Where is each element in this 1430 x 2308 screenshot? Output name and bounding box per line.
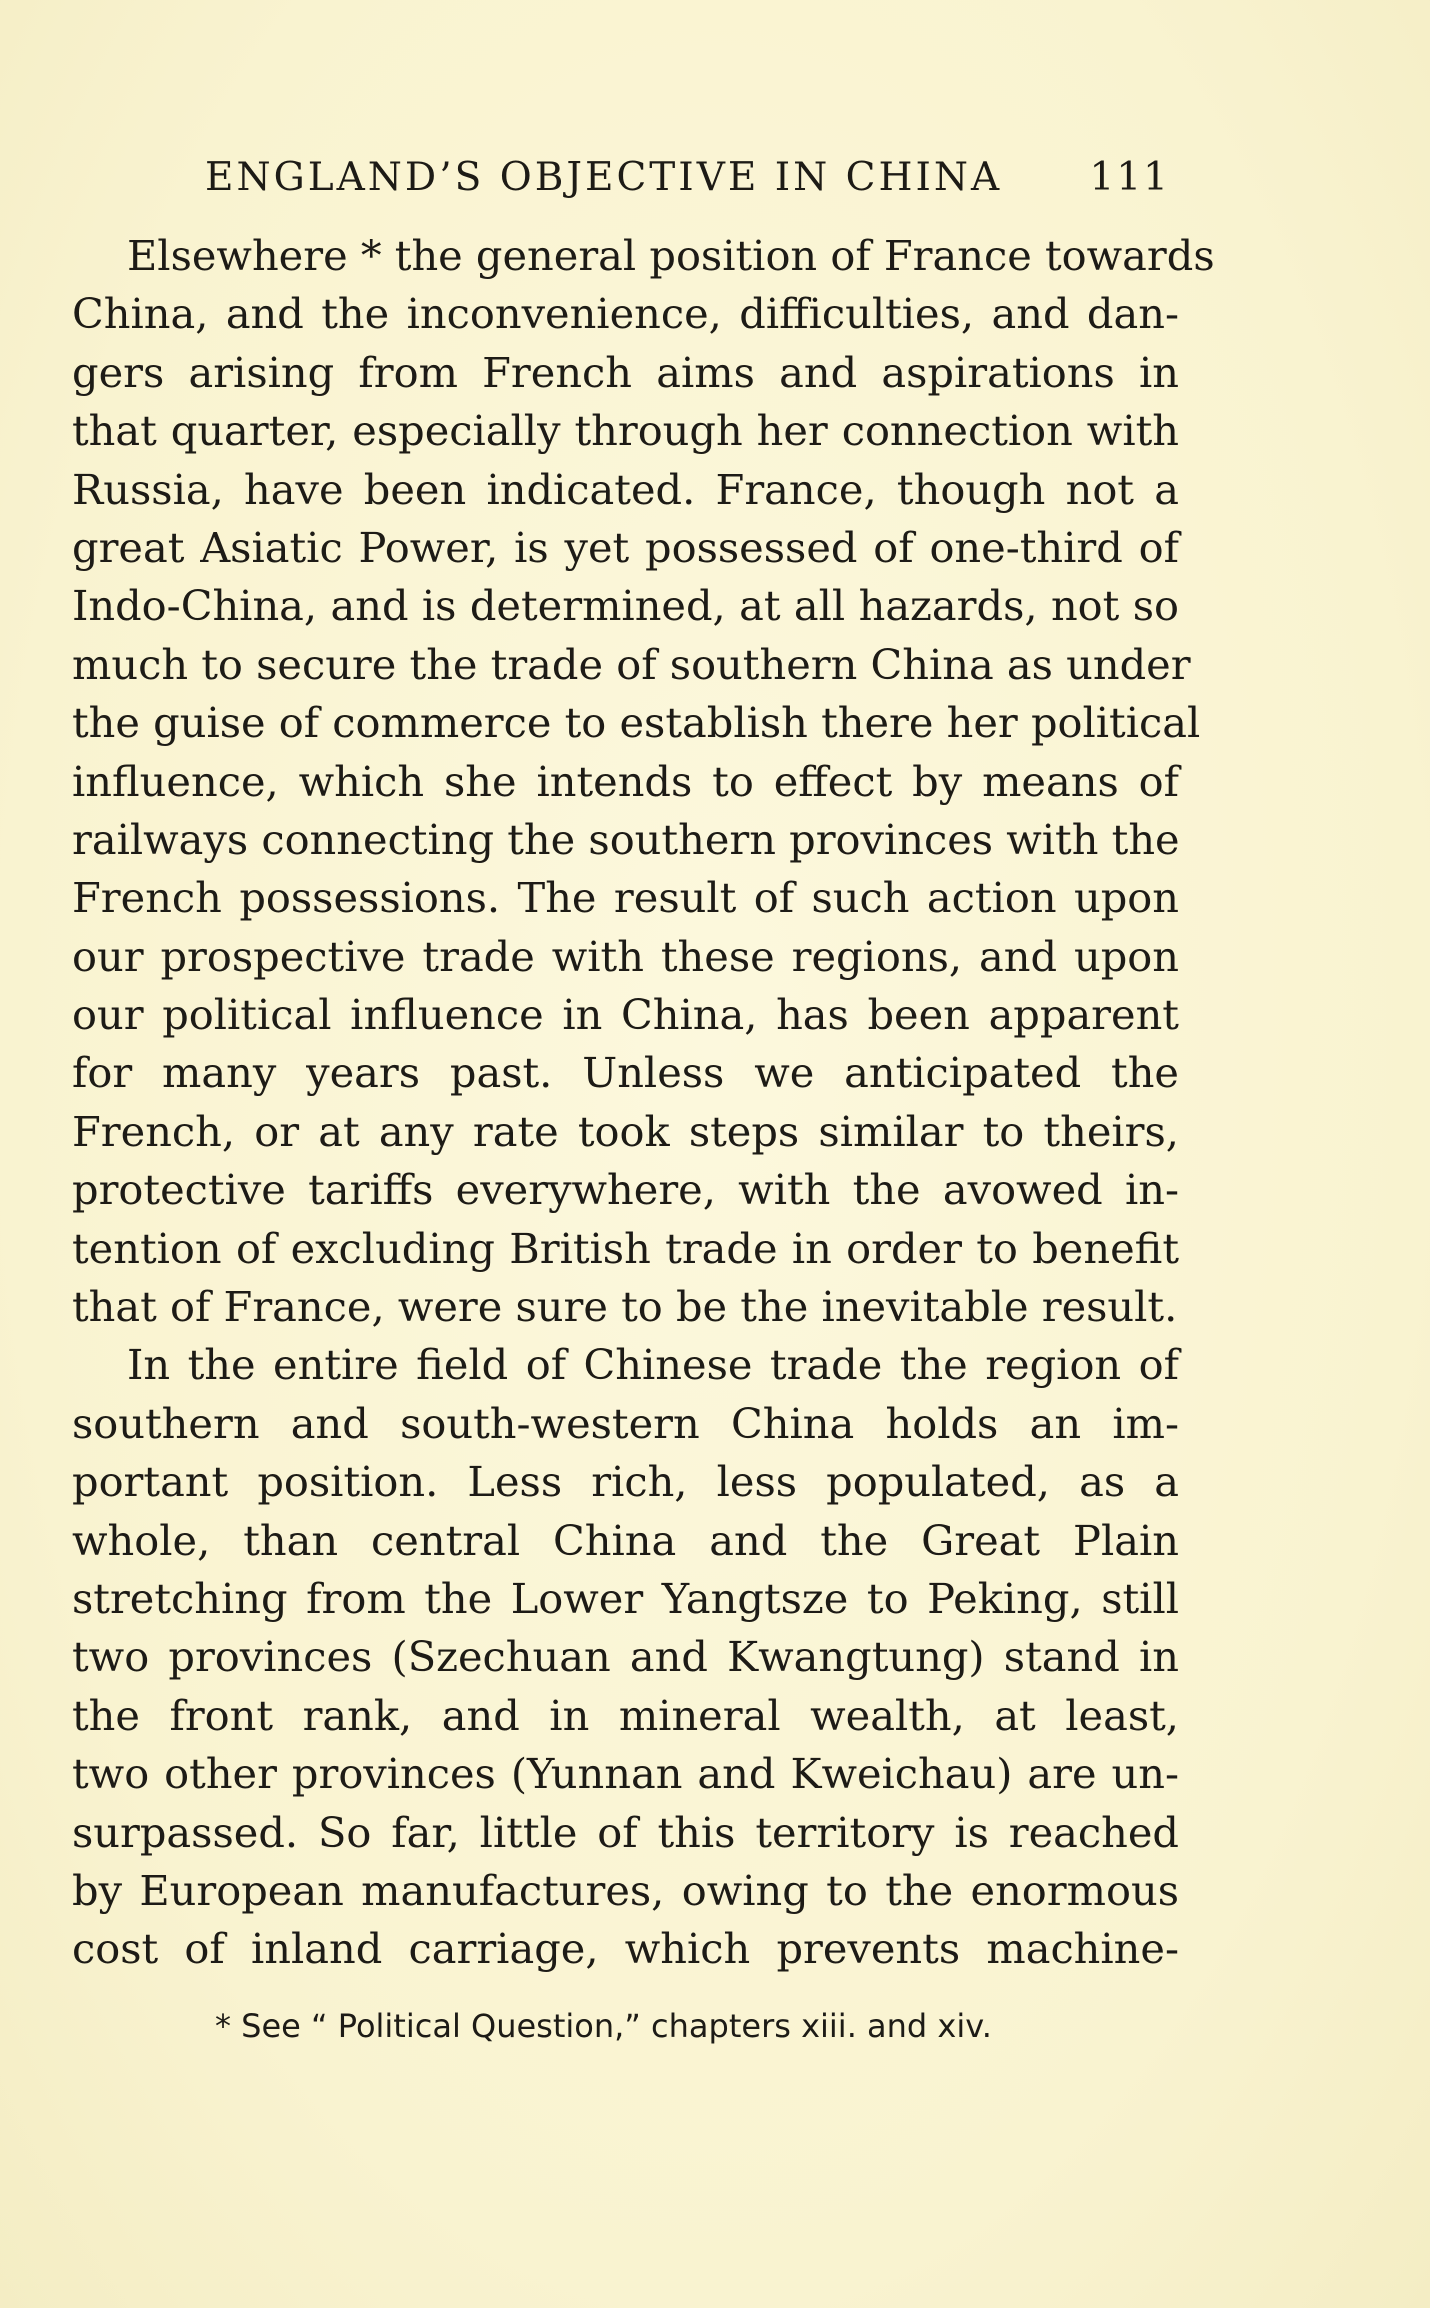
text-line: gers arising from French aims and aspirations in	[72, 347, 1179, 397]
text-line: surpassed. So far, little of this territory is reached	[72, 1807, 1179, 1857]
text-line: protective tariffs everywhere, with the avowed in-	[72, 1165, 1179, 1215]
text-line: railways connecting the southern provinces with the	[72, 814, 1180, 864]
running-title: ENGLAND’S OBJECTIVE IN CHINA	[205, 155, 1003, 200]
text-line: by European manufactures, owing to the enormous	[72, 1865, 1179, 1915]
text-line: French possessions. The result of such action upon	[72, 873, 1179, 923]
text-line: China, and the inconvenience, difficulties, and dan-	[72, 289, 1179, 339]
text-line: much to secure the trade of southern China as under	[72, 639, 1191, 689]
text-line: that quarter, especially through her connection with	[72, 406, 1179, 456]
text-line: the front rank, and in mineral wealth, at least,	[72, 1690, 1179, 1740]
footnote: * See “ Political Question,” chapters xiii. and xiv.	[215, 2007, 992, 2045]
text-line: Elsewhere * the general position of France towards	[127, 231, 1215, 280]
text-line: tention of excluding British trade in order to benefit	[72, 1223, 1179, 1273]
text-line: two other provinces (Yunnan and Kweichau) are un-	[72, 1749, 1179, 1799]
text-line: stretching from the Lower Yangtsze to Peking, still	[72, 1573, 1179, 1623]
text-line: southern and south-western China holds an im-	[72, 1398, 1179, 1448]
text-line: French, or at any rate took steps similar to theirs,	[72, 1106, 1179, 1156]
text-line: cost of inland carriage, which prevents machine-	[72, 1924, 1179, 1974]
text-line: whole, than central China and the Great Plain	[72, 1515, 1179, 1565]
text-line: Russia, have been indicated. France, though not a	[72, 464, 1179, 514]
text-line: our political influence in China, has been apparent	[72, 990, 1179, 1040]
text-line: for many years past. Unless we anticipated the	[72, 1048, 1179, 1098]
text-line: that of France, were sure to be the inevitable result.	[72, 1282, 1178, 1332]
text-line: the guise of commerce to establish there her political	[72, 698, 1201, 748]
body-text	[72, 227, 1215, 1979]
text-line: Indo-China, and is determined, at all hazards, not so	[72, 581, 1179, 631]
text-line: great Asiatic Power, is yet possessed of one-third of	[72, 522, 1179, 572]
text-line: portant position. Less rich, less populated, as a	[72, 1457, 1179, 1507]
text-line: our prospective trade with these regions, and upon	[72, 931, 1179, 981]
page-number: 111	[1089, 155, 1170, 200]
running-head	[205, 150, 1170, 206]
text-line: influence, which she intends to effect by means of	[72, 756, 1179, 806]
text-line: two provinces (Szechuan and Kwangtung) stand in	[72, 1632, 1179, 1682]
text-line: In the entire field of Chinese trade the region of	[127, 1340, 1179, 1390]
